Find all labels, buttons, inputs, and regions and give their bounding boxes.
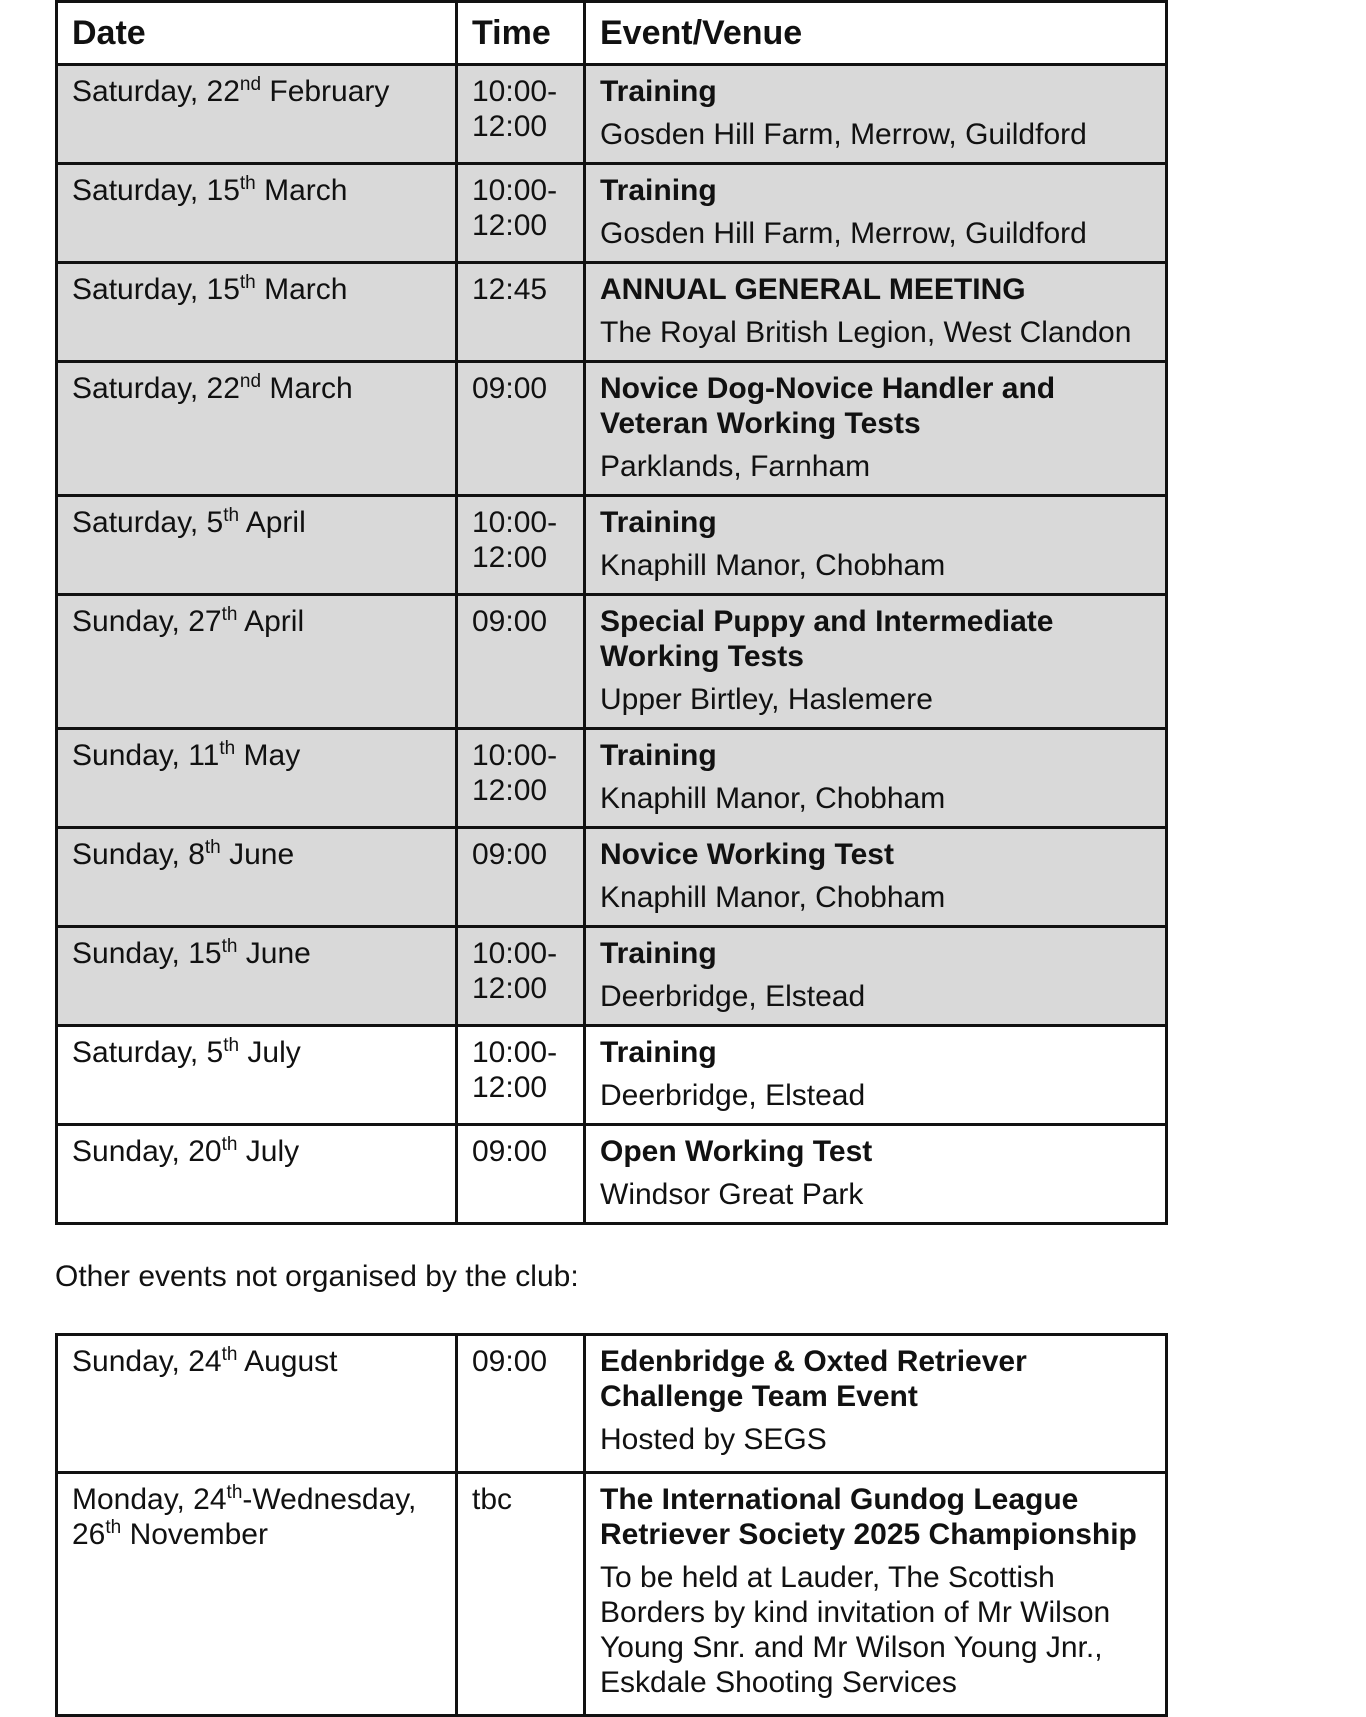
event-date-ordinal-suffix: th	[105, 1517, 122, 1538]
event-venue: Gosden Hill Farm, Merrow, Guildford	[600, 118, 1087, 151]
event-date-month: February	[261, 75, 390, 108]
event-date-ordinal-suffix: th	[239, 173, 256, 194]
event-date-cell	[57, 1473, 457, 1716]
event-venue: Deerbridge, Elstead	[600, 1079, 866, 1112]
event-date-ordinal-suffix: th	[221, 936, 238, 957]
table-header-row	[57, 2, 1167, 65]
event-venue-cell	[585, 362, 1167, 496]
event-title: Novice Dog-Novice Handler and Veteran Working Tests	[600, 372, 1056, 440]
event-venue-cell	[585, 927, 1167, 1026]
event-date-day: Sunday, 15	[72, 937, 222, 970]
event-venue: Windsor Great Park	[600, 1178, 864, 1211]
event-venue: Upper Birtley, Haslemere	[600, 683, 933, 716]
event-date-month: March	[255, 273, 348, 306]
event-venue-cell	[585, 828, 1167, 927]
event-date-cell	[57, 65, 457, 164]
event-date-ordinal-suffix: th	[221, 1134, 238, 1155]
time-column-header: Time	[457, 2, 585, 65]
event-title: Training	[600, 75, 717, 108]
event-date-month: March	[261, 372, 353, 405]
event-date-month: June	[220, 838, 295, 871]
event-date-ordinal-suffix: th	[221, 1344, 238, 1365]
event-date-cell	[57, 362, 457, 496]
event-date-part: -Wednesday, 26	[72, 1483, 417, 1551]
event-title: The International Gundog League Retriever Society 2025 Championship	[600, 1483, 1137, 1551]
other-events-table	[55, 1333, 1168, 1717]
event-date-day: Saturday, 22	[72, 75, 240, 108]
table-row	[57, 164, 1167, 263]
other-events-body	[57, 1335, 1167, 1716]
table-row	[57, 595, 1167, 729]
event-title: Training	[600, 1036, 717, 1069]
event-date-month: April	[237, 605, 305, 638]
club-events-table	[55, 0, 1168, 1225]
event-venue-cell	[585, 595, 1167, 729]
date-column-header: Date	[57, 2, 457, 65]
event-time-cell: 09:00	[457, 362, 585, 496]
table-row	[57, 65, 1167, 164]
event-date-day: Saturday, 15	[72, 174, 240, 207]
event-date-month: July	[237, 1135, 300, 1168]
event-date-cell	[57, 496, 457, 595]
event-date-cell	[57, 729, 457, 828]
event-time-cell: 10:00- 12:00	[457, 1026, 585, 1125]
event-date-day: Sunday, 11	[72, 739, 220, 772]
table-row	[57, 1335, 1167, 1473]
table-row	[57, 496, 1167, 595]
event-venue-cell	[585, 1473, 1167, 1716]
event-date-day: Sunday, 8	[72, 838, 205, 871]
club-events-body	[57, 65, 1167, 1224]
event-date-month: April	[239, 506, 306, 539]
event-date-ordinal-suffix: th	[239, 272, 256, 293]
event-date-ordinal-suffix: th	[223, 1035, 240, 1056]
table-row	[57, 1125, 1167, 1224]
event-venue: Knaphill Manor, Chobham	[600, 782, 946, 815]
event-time-cell: 10:00- 12:00	[457, 729, 585, 828]
event-date-month: March	[255, 174, 348, 207]
event-date-month: July	[239, 1036, 301, 1069]
event-venue-cell	[585, 263, 1167, 362]
event-time-cell: 09:00	[457, 1125, 585, 1224]
event-venue: The Royal British Legion, West Clandon	[600, 316, 1132, 349]
event-title: Training	[600, 506, 717, 539]
event-venue-cell	[585, 496, 1167, 595]
event-time-cell: 09:00	[457, 1335, 585, 1473]
event-calendar-document	[55, 0, 1165, 1717]
event-venue-cell	[585, 65, 1167, 164]
event-date-month: June	[237, 937, 311, 970]
event-title: Special Puppy and Intermediate Working Tests	[600, 605, 1054, 673]
event-date-day: Saturday, 22	[72, 372, 240, 405]
event-date-ordinal-suffix: th	[223, 505, 240, 526]
table-row	[57, 729, 1167, 828]
event-venue: To be held at Lauder, The Scottish Borders by kind invitation of Mr Wilson Young Snr. and Mr Wilson Young Jnr., Eskdale Shooting Services	[600, 1561, 1111, 1699]
event-date-cell	[57, 1125, 457, 1224]
event-time-cell: 09:00	[457, 828, 585, 927]
event-date-ordinal-suffix: nd	[239, 74, 262, 95]
event-date-part: November	[121, 1518, 268, 1551]
event-time-cell: 10:00- 12:00	[457, 164, 585, 263]
event-title: Training	[600, 739, 717, 772]
event-venue-cell	[585, 1026, 1167, 1125]
event-date-ordinal-suffix: th	[221, 604, 238, 625]
event-date-cell	[57, 164, 457, 263]
event-time-cell: 12:45	[457, 263, 585, 362]
table-row	[57, 828, 1167, 927]
event-venue-cell	[585, 729, 1167, 828]
event-date-ordinal-suffix: nd	[239, 371, 262, 392]
event-date-cell	[57, 263, 457, 362]
event-date-part: Sunday, 24	[72, 1345, 222, 1378]
event-time-cell: 09:00	[457, 595, 585, 729]
event-venue: Knaphill Manor, Chobham	[600, 881, 946, 914]
event-date-cell	[57, 828, 457, 927]
event-date-cell	[57, 1026, 457, 1125]
event-date-part: Monday, 24	[72, 1483, 227, 1516]
event-date-day: Saturday, 5	[72, 1036, 224, 1069]
event-venue: Parklands, Farnham	[600, 450, 871, 483]
table-row	[57, 263, 1167, 362]
event-title: Training	[600, 174, 717, 207]
event-title: Novice Working Test	[600, 838, 894, 871]
event-venue-cell	[585, 164, 1167, 263]
event-date-month: May	[235, 739, 301, 772]
table-row	[57, 927, 1167, 1026]
event-title: ANNUAL GENERAL MEETING	[600, 273, 1026, 306]
event-date-cell	[57, 595, 457, 729]
event-date-day: Saturday, 15	[72, 273, 240, 306]
table-row	[57, 1473, 1167, 1716]
event-venue: Knaphill Manor, Chobham	[600, 549, 946, 582]
event-venue: Deerbridge, Elstead	[600, 980, 866, 1013]
event-date-part: August	[237, 1345, 338, 1378]
event-date-ordinal-suffix: th	[204, 837, 221, 858]
event-title: Training	[600, 937, 717, 970]
event-date-ordinal-suffix: th	[219, 738, 236, 759]
event-time-cell: 10:00- 12:00	[457, 496, 585, 595]
event-date-day: Sunday, 20	[72, 1135, 222, 1168]
event-title: Open Working Test	[600, 1135, 873, 1168]
table-row	[57, 1026, 1167, 1125]
event-date-day: Saturday, 5	[72, 506, 224, 539]
event-date-cell	[57, 1335, 457, 1473]
event-column-header: Event/Venue	[585, 2, 1167, 65]
event-venue: Hosted by SEGS	[600, 1423, 827, 1456]
event-time-cell: tbc	[457, 1473, 585, 1716]
event-time-cell: 10:00- 12:00	[457, 65, 585, 164]
table-row	[57, 362, 1167, 496]
event-venue-cell	[585, 1125, 1167, 1224]
other-events-note: Other events not organised by the club:	[55, 1260, 579, 1293]
event-date-day: Sunday, 27	[72, 605, 222, 638]
event-time-cell: 10:00- 12:00	[457, 927, 585, 1026]
event-date-ordinal-suffix: th	[226, 1482, 243, 1503]
event-venue-cell	[585, 1335, 1167, 1473]
event-date-cell	[57, 927, 457, 1026]
event-venue: Gosden Hill Farm, Merrow, Guildford	[600, 217, 1087, 250]
event-title: Edenbridge & Oxted Retriever Challenge Team Event	[600, 1345, 1027, 1413]
